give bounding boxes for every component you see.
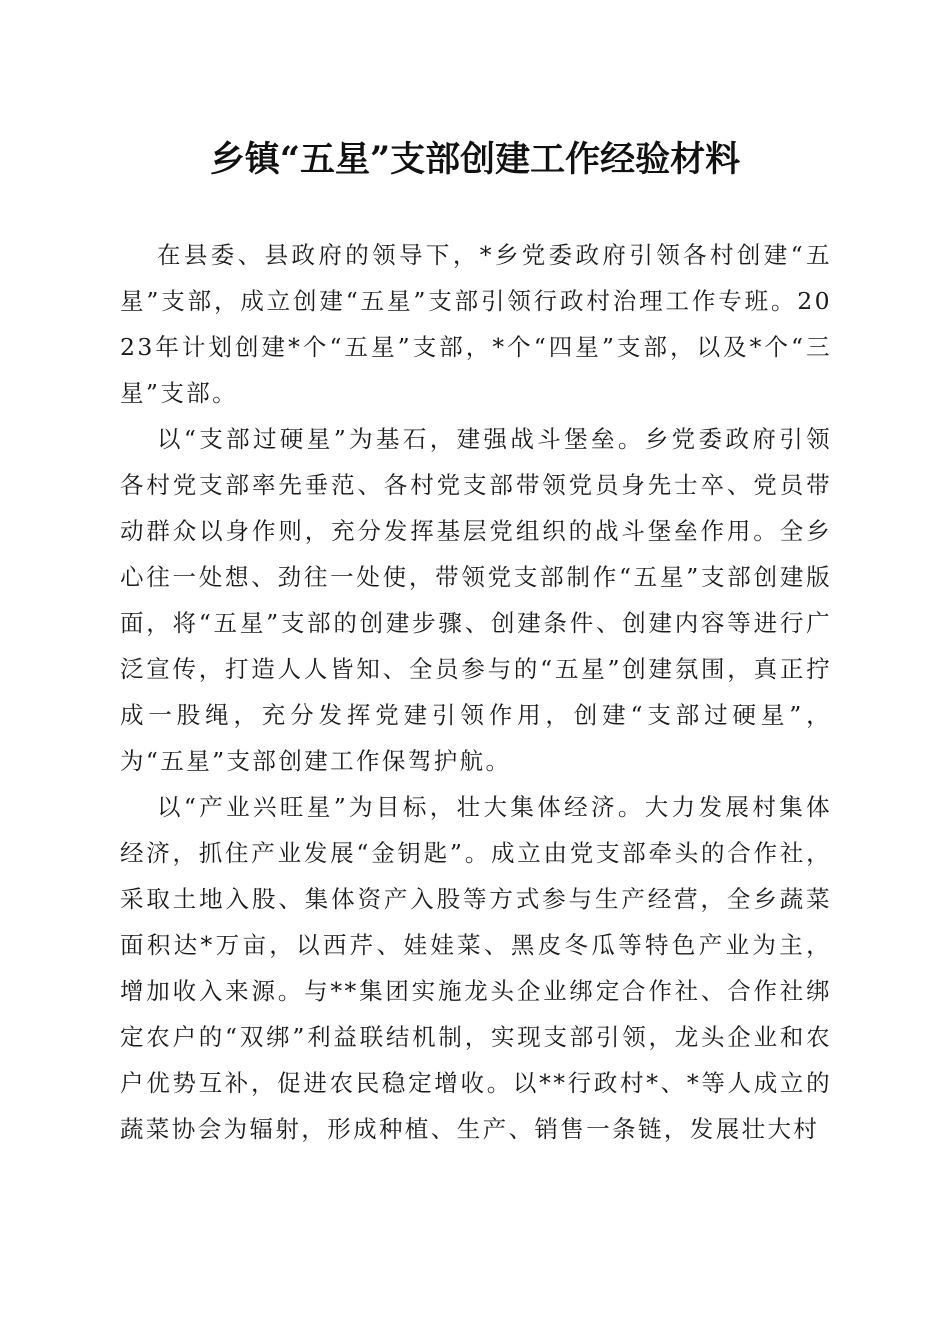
document-body bbox=[120, 232, 832, 1152]
paragraph-intro: 在县委、县政府的领导下，*乡党委政府引领各村创建“五星”支部，成立创建“五星”支部引领行政村治理工作专班。2023年计划创建*个“五星”支部，*个“四星”支部，以及*个“三星”支部。 bbox=[120, 241, 832, 407]
document-title: 乡镇“五星”支部创建工作经验材料 bbox=[209, 139, 741, 180]
paragraph-branch-strong-star: 以“支部过硬星”为基石，建强战斗堡垒。乡党委政府引领各村党支部率先垂范、各村党支部带领党员身先士卒、党员带动群众以身作则，充分发挥基层党组织的战斗堡垒作用。全乡心往一处想、劲往一处使，带领党支部制作“五星”支部创建版面，将“五星”支部的创建步骤、创建条件、创建内容等进行广泛宣传，打造人人皆知、全员参与的“五星”创建氛围，真正拧成一股绳，充分发挥党建引领作用，创建“支部过硬星”，为“五星”支部创建工作保驾护航。 bbox=[120, 425, 832, 775]
paragraph-industry-prosper-star: 以“产业兴旺星”为目标，壮大集体经济。大力发展村集体经济，抓住产业发展“金钥匙”。成立由党支部牵头的合作社，采取土地入股、集体资产入股等方式参与生产经营，全乡蔬菜面积达*万亩，以西芹、娃娃菜、黑皮冬瓜等特色产业为主，增加收入来源。与**集团实施龙头企业绑定合作社、合作社绑定农户的“双绑”利益联结机制，实现支部引领，龙头企业和农户优势互补，促进农民稳定增收。以**行政村*、*等人成立的蔬菜协会为辐射，形成种植、生产、销售一条链，发展壮大村 bbox=[120, 793, 832, 1143]
